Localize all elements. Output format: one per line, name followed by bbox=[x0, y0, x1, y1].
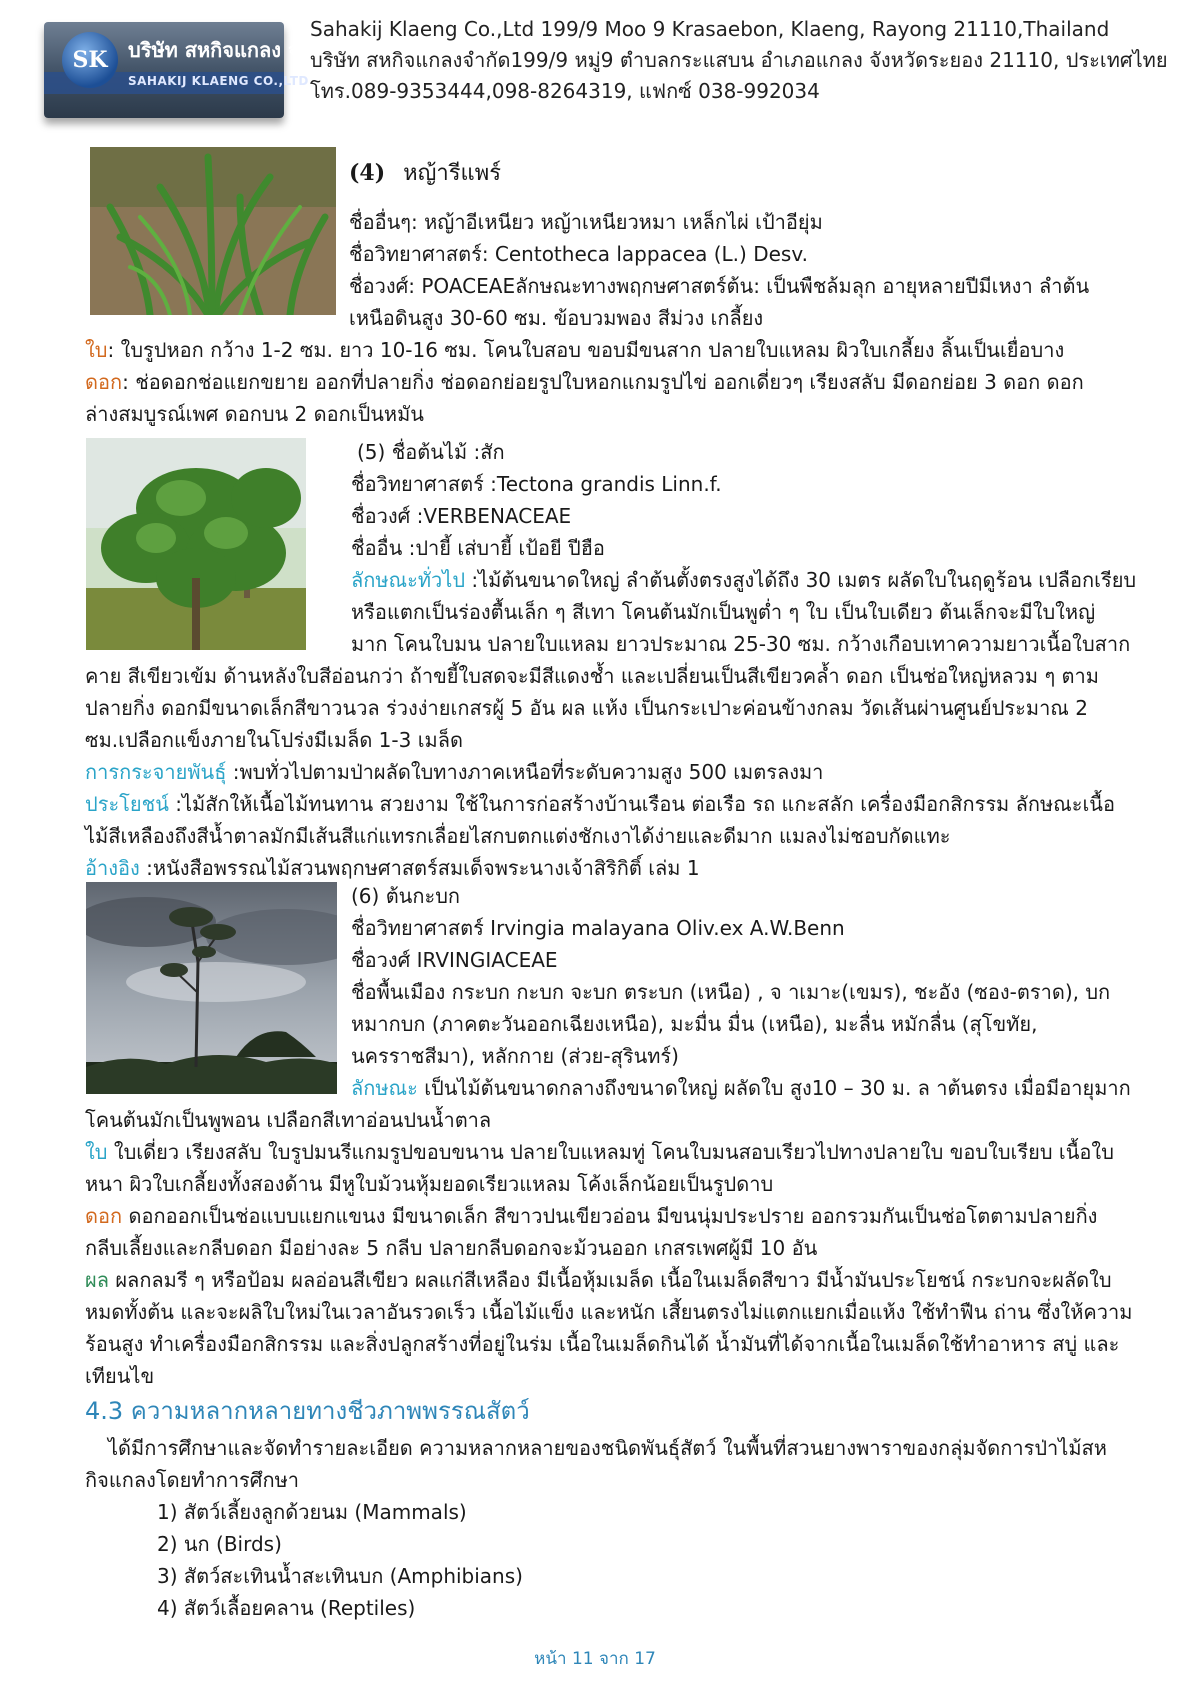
logo-thai-name: บริษัท สหกิจแกลง จำกัด bbox=[128, 38, 337, 62]
photo-kabok-tree bbox=[86, 882, 337, 1094]
plant5-general-6: ซม.เปลือกแข็งภายในโปร่งมีเมล็ด 1-3 เมล็ด bbox=[85, 728, 463, 752]
plant6-leaf-2: หนา ผิวใบเกลี้ยงทั้งสองด้าน มีหูใบม้วนหุ้มยอดเรียวแหลม โค้งเล็กน้อยเป็นรูปดาบ bbox=[85, 1172, 774, 1196]
list-item: 2) นก (Birds) bbox=[157, 1532, 282, 1556]
plant5-general-2: หรือแตกเป็นร่องตื้นเล็ก ๆ สีเทา โคนต้นมักเป็นพูต่ำ ๆ ใบ เป็นใบเดียว ต้นเล็กจะมีใบใหญ่ bbox=[351, 600, 1096, 624]
section-intro-2: กิจแกลงโดยทำการศึกษา bbox=[85, 1468, 300, 1492]
plant5-distribution bbox=[85, 756, 823, 788]
plant5-dist-text: :พบทั่วไปตามป่าผลัดใบทางภาคเหนือที่ระดับความสูง 500 เมตรลงมา bbox=[226, 760, 824, 784]
photo-grass bbox=[90, 147, 336, 315]
plant6-fruit-2: หมดทั้งต้น และจะผลิใบใหม่ในเวลาอันรวดเร็ว เนื้อไม้แข็ง และหนัก เสี้ยนตรงไม่แตกแยกเมื่อแห้ง ใช้ทำฟืน ถ่าน ซึ่งให้ความ bbox=[85, 1300, 1133, 1324]
plant6-local-2: หมากบก (ภาคตะวันออกเฉียงเหนือ), มะมื่น มื่น (เหนือ), มะลื่น หมักลื่น (สุโขทัย, bbox=[351, 1012, 1038, 1036]
plant6-char-text: เป็นไม้ต้นขนาดกลางถึงขนาดใหญ่ ผลัดใบ สูง10 – 30 ม. ล าต้นตรง เมื่อมีอายุมาก bbox=[417, 1076, 1131, 1100]
plant6-local-3: นครราชสีมา), หลักกาย (ส่วย-สุรินทร์) bbox=[351, 1044, 679, 1068]
plant5-other-names: ชื่ออื่น :ปายี้ เส่บายี้ เป้อยี ปีฮือ bbox=[351, 536, 605, 560]
plant4-leaf-label: ใบ bbox=[85, 338, 108, 362]
plant6-fruit-4: เทียนไข bbox=[85, 1364, 155, 1388]
plant5-general-3: มาก โคนใบมน ปลายใบแหลม ยาวประมาณ 25-30 ซม. กว้างเกือบเทาความยาวเนื้อใบสาก bbox=[351, 632, 1131, 656]
plant4-family-2: เหนือดินสูง 30-60 ซม. ข้อบวมพอง สีม่วง เกลี้ยง bbox=[349, 306, 764, 330]
plant6-leaf-1 bbox=[85, 1136, 1114, 1168]
plant6-flower-1 bbox=[85, 1200, 1097, 1232]
plant4-family-1: ชื่อวงศ์: POACEAEลักษณะทางพฤกษศาสตร์ต้น: เป็นพืชล้มลุก อายุหลายปีมีเหงา ลำต้น bbox=[349, 274, 1090, 298]
company-logo bbox=[44, 22, 337, 118]
header-address-th: บริษัท สหกิจแกลงจำกัด199/9 หมู่9 ตำบลกระแสบน อำเภอแกลง จังหวัดระยอง 21110, ประเทศไทย bbox=[310, 48, 1168, 72]
plant6-char-label: ลักษณะ bbox=[351, 1076, 418, 1100]
section-intro-1: ได้มีการศึกษาและจัดทำรายละเอียด ความหลากหลายของชนิดพันธุ์สัตว์ ในพื้นที่สวนยางพาราของกลุ่มจัดการป่าไม้สห bbox=[108, 1436, 1107, 1460]
plant4-flower-label: ดอก bbox=[85, 370, 123, 394]
plant5-family: ชื่อวงศ์ :VERBENACEAE bbox=[351, 504, 572, 528]
plant6-flower-label: ดอก bbox=[85, 1204, 123, 1228]
plant6-title: (6) ต้นกะบก bbox=[351, 884, 461, 908]
list-item: 1) สัตว์เลี้ยงลูกด้วยนม (Mammals) bbox=[157, 1500, 467, 1524]
header-address-en: Sahakij Klaeng Co.,Ltd 199/9 Moo 9 Krasaebon, Klaeng, Rayong 21110,Thailand bbox=[310, 17, 1110, 41]
plant6-family: ชื่อวงศ์ IRVINGIACEAE bbox=[351, 948, 558, 972]
plant6-local-1: ชื่อพื้นเมือง กระบก กะบก จะบก ตระบก (เหนือ) , จ าเมาะ(เขมร), ชะอัง (ซอง-ตราด), บก bbox=[351, 980, 1111, 1004]
plant5-ref-text: :หนังสือพรรณไม้สวนพฤกษศาสตร์สมเด็จพระนางเจ้าสิริกิติ์ เล่ม 1 bbox=[139, 856, 700, 880]
plant5-benefit-2: ไม้สีเหลืองถึงสีน้ำตาลมักมีเส้นสีแก่แทรกเลื่อยไสกบตกแต่งชักเงาได้ง่ายและดีมาก แมลงไม่ชอบกัดแทะ bbox=[85, 824, 951, 848]
plant5-general-4: คาย สีเขียวเข้ม ด้านหลังใบสีอ่อนกว่า ถ้าขยี้ใบสดจะมีสีแดงช้ำ และเปลี่ยนเป็นสีเขียวคล้ำ ดอก เป็นช่อใหญ่หลวม ๆ ตาม bbox=[85, 664, 1099, 688]
plant5-benefit-1 bbox=[85, 788, 1115, 820]
photo-teak bbox=[86, 438, 306, 650]
plant5-general-5: ปลายกิ่ง ดอกมีขนาดเล็กสีขาวนวล ร่วงง่ายเกสรผู้ 5 อัน ผล แห้ง เป็นกระเปาะค่อนข้างกลม วัดเส้นผ่านศูนย์ประมาณ 2 bbox=[85, 696, 1088, 720]
plant6-fruit-1 bbox=[85, 1264, 1112, 1296]
logo-english-name: SAHAKIJ KLAENG CO.,LTD bbox=[128, 74, 309, 88]
plant5-sci-name: ชื่อวิทยาศาสตร์ :Tectona grandis Linn.f. bbox=[351, 472, 722, 496]
plant4-flower-text: : ช่อดอกช่อแยกขยาย ออกที่ปลายกิ่ง ช่อดอกย่อยรูปใบหอกแกมรูปไข่ ออกเดี่ยวๆ เรียงสลับ มีดอกย่อย 3 ดอก ดอก bbox=[122, 370, 1084, 394]
plant5-benefit-text: :ไม้สักให้เนื้อไม้ทนทาน สวยงาม ใช้ในการก่อสร้างบ้านเรือน ต่อเรือ รถ แกะสลัก เครื่องมือกสิกรรม ลักษณะเนื้อ bbox=[168, 792, 1115, 816]
plant4-number: (4) bbox=[349, 160, 386, 186]
plant4-leaf-text: : ใบรูปหอก กว้าง 1-2 ซม. ยาว 10-16 ซม. โคนใบสอบ ขอบมีขนสาก ปลายใบแหลม ผิวใบเกลี้ยง ลิ้นเป็นเยื่อบาง bbox=[107, 338, 1065, 362]
plant6-leaf-label: ใบ bbox=[85, 1140, 108, 1164]
plant4-other-names: ชื่ออื่นๆ: หญ้าอีเหนียว หญ้าเหนียวหมา เหล็กไผ่ เป้าอียุ่ม bbox=[349, 210, 823, 234]
plant5-general-label: ลักษณะทั่วไป bbox=[351, 568, 466, 592]
plant4-sci-name: ชื่อวิทยาศาสตร์: Centotheca lappacea (L.) Desv. bbox=[349, 242, 808, 266]
plant4-flower-2: ล่างสมบูรณ์เพศ ดอกบน 2 ดอกเป็นหมัน bbox=[85, 402, 424, 426]
plant5-ref-label: อ้างอิง bbox=[85, 856, 140, 880]
page-number: หน้า 11 จาก 17 bbox=[534, 1649, 656, 1669]
section-heading: 4.3 ความหลากหลายทางชีวภาพพรรณสัตว์ bbox=[85, 1397, 530, 1425]
plant4-flower-1 bbox=[85, 366, 1084, 398]
header-phone: โทร.089-9353444,098-8264319, แฟกซ์ 038-992034 bbox=[310, 79, 820, 103]
plant5-benefit-label: ประโยชน์ bbox=[85, 792, 169, 816]
plant6-fruit-text: ผลกลมรี ๆ หรือป้อม ผลอ่อนสีเขียว ผลแก่สีเหลือง มีเนื้อหุ้มเมล็ด เนื้อในเมล็ดสีขาว มีน้ำมันประโยชน์ กระบกจะผลัดใบ bbox=[108, 1268, 1112, 1292]
plant6-flower-2: กลีบเลี้ยงและกลีบดอก มีอย่างละ 5 กลีบ ปลายกลีบดอกจะม้วนออก เกสรเพศผู้มี 10 อัน bbox=[85, 1236, 818, 1260]
plant6-fruit-3: ร้อนสูง ทำเครื่องมือกสิกรรม และสิ่งปลูกสร้างที่อยู่ในร่ม เนื้อในเมล็ดกินได้ น้ำมันที่ได้จากเนื้อในเมล็ดใช้ทำอาหาร สบู่ และ bbox=[85, 1332, 1120, 1356]
plant4-heading bbox=[349, 157, 501, 190]
plant5-general-text: :ไม้ต้นขนาดใหญ่ ลำต้นตั้งตรงสูงได้ถึง 30 เมตร ผลัดใบในฤดูร้อน เปลือกเรียบ bbox=[465, 568, 1137, 592]
plant6-leaf-text: ใบเดี่ยว เรียงสลับ ใบรูปมนรีแกมรูปขอบขนาน ปลายใบแหลมทู่ โคนใบมนสอบเรียวไปทางปลายใบ ขอบใบเรียบ เนื้อใบ bbox=[107, 1140, 1114, 1164]
plant4-title: หญ้ารีแพร์ bbox=[403, 161, 502, 186]
list-item: 3) สัตว์สะเทินน้ำสะเทินบก (Amphibians) bbox=[157, 1564, 523, 1588]
plant6-sci-name: ชื่อวิทยาศาสตร์ Irvingia malayana Oliv.ex A.W.Benn bbox=[351, 916, 845, 940]
plant6-fruit-label: ผล bbox=[85, 1268, 109, 1292]
plant5-title: (5) ชื่อต้นไม้ :สัก bbox=[357, 440, 505, 464]
plant5-dist-label: การกระจายพันธุ์ bbox=[85, 760, 227, 784]
plant6-char-2: โคนต้นมักเป็นพูพอน เปลือกสีเทาอ่อนปนน้ำตาล bbox=[85, 1108, 492, 1132]
plant5-general-1 bbox=[351, 564, 1136, 596]
logo-badge: SK bbox=[62, 32, 118, 88]
list-item: 4) สัตว์เลื้อยคลาน (Reptiles) bbox=[157, 1596, 416, 1620]
plant6-char-1 bbox=[351, 1072, 1131, 1104]
plant6-flower-text: ดอกออกเป็นช่อแบบแยกแขนง มีขนาดเล็ก สีขาวปนเขียวอ่อน มีขนนุ่มประปราย ออกรวมกันเป็นช่อโตตามปลายกิ่ง bbox=[122, 1204, 1098, 1228]
plant4-leaf bbox=[85, 334, 1064, 366]
